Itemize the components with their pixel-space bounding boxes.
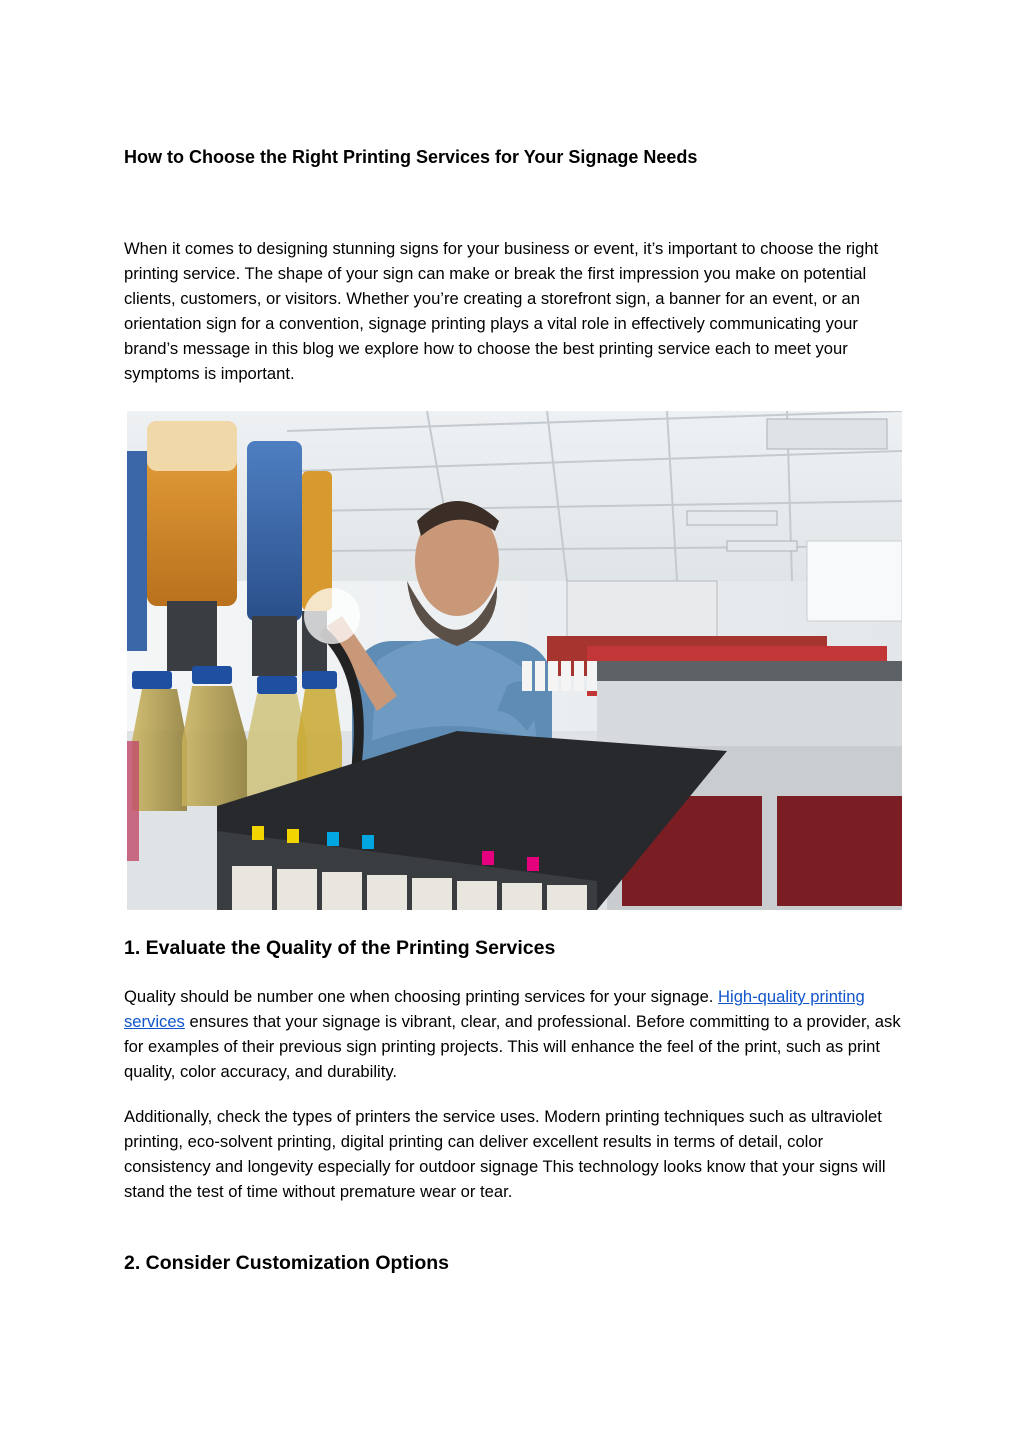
section1-p1-rest-text: ensures that your signage is vibrant, clear, and professional. Before committing to a provider, ask for examples of their previous sign printing projects. This will enhance the feel of the print, such as print quality, color accuracy, and durability. [124, 1012, 901, 1081]
print-shop-photo [127, 411, 902, 910]
section1-paragraph-1 [124, 984, 914, 1084]
section1-p1-lead-text: Quality should be number one when choosing printing services for your signage. [124, 987, 719, 1006]
section2-heading: 2. Consider Customization Options [124, 1252, 450, 1274]
intro-paragraph: When it comes to designing stunning signs for your business or event, it’s important to choose the right printing service. The shape of your sign can make or break the first impression you make on potential clients, customers, or visitors. Whether you’re creating a storefront sign, a banner for an event, or an orientation sign for a convention, signage printing plays a vital role in effectively communicating your brand’s message in this blog we explore how to choose the best printing service each to meet your symptoms is important. [124, 239, 879, 383]
high-quality-printing-link[interactable]: High-quality printing services [124, 987, 865, 1031]
page-title: How to Choose the Right Printing Services for Your Signage Needs [124, 147, 698, 167]
section1-heading: 1. Evaluate the Quality of the Printing Services [124, 937, 556, 959]
section1-paragraph-2: Additionally, check the types of printers the service uses. Modern printing techniques such as ultraviolet printing, eco-solvent printing, digital printing can deliver excellent results in terms of detail, color consistency and longevity especially for outdoor signage This technology looks know that your signs will stand the test of time without premature wear or tear. [124, 1107, 886, 1201]
